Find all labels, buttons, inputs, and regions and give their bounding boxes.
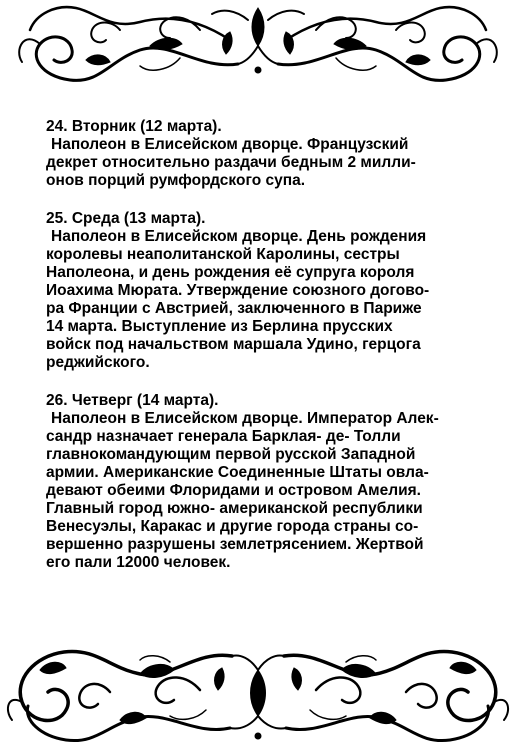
text-line: Главный город южно- американской республики — [46, 500, 423, 517]
text-line: сандр назначает генерала Барклая- де- Толли — [46, 428, 401, 445]
scroll-ornament-icon — [0, 0, 517, 92]
entry-text — [46, 228, 494, 372]
entry-text — [46, 410, 494, 572]
text-line: его пали 12000 человек. — [46, 554, 231, 571]
text-line: Наполеон в Елисейском дворце. Французский — [51, 136, 409, 153]
text-line: вершенно разрушены землетрясением. Жертвой — [46, 536, 424, 553]
text-line: декрет относительно раздачи бедным 2 милли- — [46, 154, 416, 171]
text-line: онов порций румфордского супа. — [46, 172, 306, 189]
text-line: войск под начальством маршала Удино, герцога — [46, 336, 421, 353]
text-line: Венесуэлы, Каракас и другие города страны со- — [46, 518, 419, 535]
entry-heading: 24. Вторник (12 марта). — [46, 118, 222, 135]
entry-24 — [46, 118, 494, 190]
text-line: Наполеона, и день рождения её супруга короля — [46, 264, 415, 281]
entry-text — [46, 136, 494, 190]
top-ornament — [0, 0, 517, 92]
text-line: главнокомандующим первой русской Западной — [46, 446, 416, 463]
text-line: реджийского. — [46, 354, 150, 371]
entry-heading: 25. Среда (13 марта). — [46, 210, 206, 227]
text-line: Иоахима Мюрата. Утверждение союзного догово- — [46, 282, 430, 299]
scroll-ornament-icon — [0, 640, 517, 750]
text-line: Наполеон в Елисейском дворце. Император Алек- — [51, 410, 439, 427]
bottom-ornament — [0, 640, 517, 750]
entry-25 — [46, 210, 494, 372]
entry-26 — [46, 392, 494, 572]
text-line: 14 марта. Выступление из Берлина прусских — [46, 318, 393, 335]
document-body — [46, 118, 494, 592]
text-line: Наполеон в Елисейском дворце. День рождения — [51, 228, 427, 245]
text-line: ра Франции с Австрией, заключенного в Париже — [46, 300, 422, 317]
text-line: королевы неаполитанской Каролины, сестры — [46, 246, 400, 263]
text-line: девают обеими Флоридами и островом Амелия. — [46, 482, 421, 499]
entry-heading: 26. Четверг (14 марта). — [46, 392, 219, 409]
text-line: армии. Американские Соединенные Штаты овла- — [46, 464, 429, 481]
